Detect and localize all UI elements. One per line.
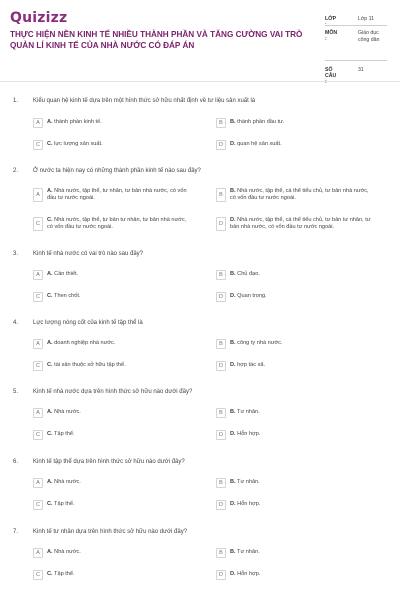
option-letter: A: [33, 118, 43, 128]
question-number: 3.: [13, 251, 19, 257]
quizizz-logo: Quizizz: [10, 10, 68, 26]
option-letter: C: [33, 430, 43, 440]
subject-label: MÔN :: [325, 30, 338, 42]
count-value: 31: [358, 67, 364, 73]
option-letter: B: [216, 188, 226, 202]
option-letter: D: [216, 292, 226, 302]
question-number: 1.: [13, 98, 19, 104]
count-label: SỐ CÂU :: [325, 67, 337, 85]
question-text: Kinh tế tư nhân dựa trên hình thức sở hữu nào dưới đây?: [33, 529, 188, 535]
worksheet-header: [0, 0, 400, 85]
question-number: 6.: [13, 459, 19, 465]
option-letter: B: [216, 118, 226, 128]
option-letter: D: [216, 361, 226, 371]
question-number: 4.: [13, 320, 19, 326]
option-letter: C: [33, 140, 43, 150]
question-text: Lực lượng nòng cốt của kinh tế tập thể là: [33, 320, 143, 326]
option-letter: A: [33, 270, 43, 280]
option-letter: B: [216, 270, 226, 280]
option-letter: C: [33, 292, 43, 302]
question-text: Kiểu quan hệ kinh tế dựa trên một hình thức sở hữu nhất định về tư liệu sản xuất là: [33, 98, 256, 104]
option-letter: C: [33, 570, 43, 580]
option-letter: A: [33, 548, 43, 558]
header-divider: [0, 81, 400, 82]
option-letter: A: [33, 478, 43, 488]
option-letter: D: [216, 570, 226, 580]
option-letter: C: [33, 217, 43, 231]
grade-label: LỚP: [325, 16, 336, 22]
meta-divider: [325, 25, 387, 26]
option-letter: D: [216, 217, 226, 231]
question-text: Kinh tế nhà nước dựa trên hình thức sở hữu nào dưới đây?: [33, 389, 193, 395]
question-text: Ở nước ta hiện nay có những thành phần kinh tế nào sau đây?: [33, 168, 201, 174]
question-number: 2.: [13, 168, 19, 174]
question-number: 7.: [13, 529, 19, 535]
option-letter: D: [216, 430, 226, 440]
option-letter: C: [33, 361, 43, 371]
option-letter: C: [33, 500, 43, 510]
option-letter: A: [33, 339, 43, 349]
grade-value: Lớp 11: [358, 16, 374, 22]
question-text: Kinh tế tập thể dựa trên hình thức sở hữu nào dưới đây?: [33, 459, 185, 465]
subject-value: Giáo dục công dân: [358, 30, 380, 43]
option-letter: A: [33, 188, 43, 202]
option-letter: B: [216, 548, 226, 558]
option-letter: B: [216, 339, 226, 349]
meta-divider: [325, 60, 387, 61]
option-letter: B: [216, 478, 226, 488]
option-letter: D: [216, 140, 226, 150]
option-letter: B: [216, 408, 226, 418]
option-letter: D: [216, 500, 226, 510]
worksheet-title: THỰC HIỆN NỀN KINH TẾ NHIỀU THÀNH PHẦN VÀ TĂNG CƯỜNG VAI TRÒ QUẢN LÍ KINH TẾ CỦA NHÀ NƯỚC CÓ ĐÁP ÁN: [10, 30, 303, 50]
question-number: 5.: [13, 389, 19, 395]
question-text: Kinh tế nhà nước có vai trò nào sau đây?: [33, 251, 144, 257]
option-letter: A: [33, 408, 43, 418]
